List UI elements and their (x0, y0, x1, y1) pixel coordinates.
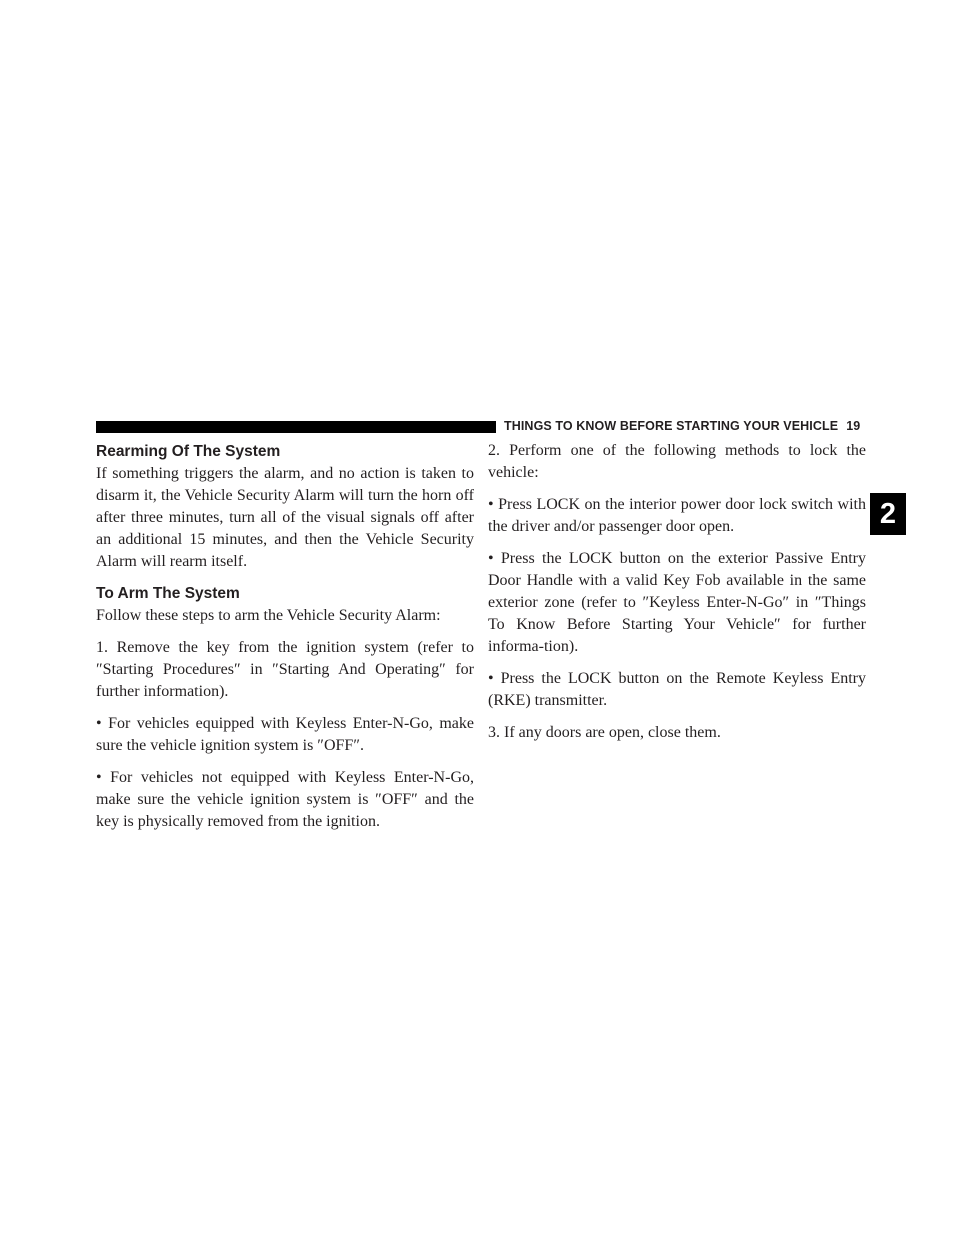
heading-rearming: Rearming Of The System (96, 443, 281, 460)
chapter-tab: 2 (870, 493, 906, 535)
paragraph-rearming: If something triggers the alarm, and no action is taken to disarm it, the Vehicle Security Alarm will turn the horn off after three minutes, turn all of the visual signals off after an additional 15 minutes, and then the Vehicle Security Alarm will rearm itself. (96, 465, 474, 570)
page-number: 19 (846, 419, 861, 433)
bullet-rke-lock: • Press the LOCK button on the Remote Keyless Entry (RKE) transmitter. (488, 670, 866, 709)
step-2: 2. Perform one of the following methods to lock the vehicle: (488, 442, 866, 481)
heading-arm-system: To Arm The System (96, 585, 240, 602)
left-column (96, 440, 474, 843)
section-title: THINGS TO KNOW BEFORE STARTING YOUR VEHICLE (504, 419, 839, 433)
bullet-interior-lock: • Press LOCK on the interior power door lock switch with the driver and/or passenger door open. (488, 496, 866, 535)
bullet-passive-entry-lock: • Press the LOCK button on the exterior Passive Entry Door Handle with a valid Key Fob available in the same exterior zone (refer to ″Keyless Enter-N-Go″ in ″Things To Know Before Starting Your Vehicle″ for further informa-tion). (488, 550, 866, 655)
header-rule-bar (96, 421, 496, 433)
bullet-keyless-not-equipped: • For vehicles not equipped with Keyless Enter-N-Go, make sure the vehicle ignition system is ″OFF″ and the key is physically removed from the ignition. (96, 769, 474, 830)
running-header (504, 419, 860, 433)
right-column (488, 440, 866, 754)
step-3: 3. If any doors are open, close them. (488, 724, 721, 741)
bullet-keyless-equipped: • For vehicles equipped with Keyless Enter-N-Go, make sure the vehicle ignition system is ″OFF″. (96, 715, 474, 754)
step-1: 1. Remove the key from the ignition system (refer to ″Starting Procedures″ in ″Starting And Operating″ for further information). (96, 639, 474, 700)
paragraph-follow-steps: Follow these steps to arm the Vehicle Security Alarm: (96, 607, 441, 624)
